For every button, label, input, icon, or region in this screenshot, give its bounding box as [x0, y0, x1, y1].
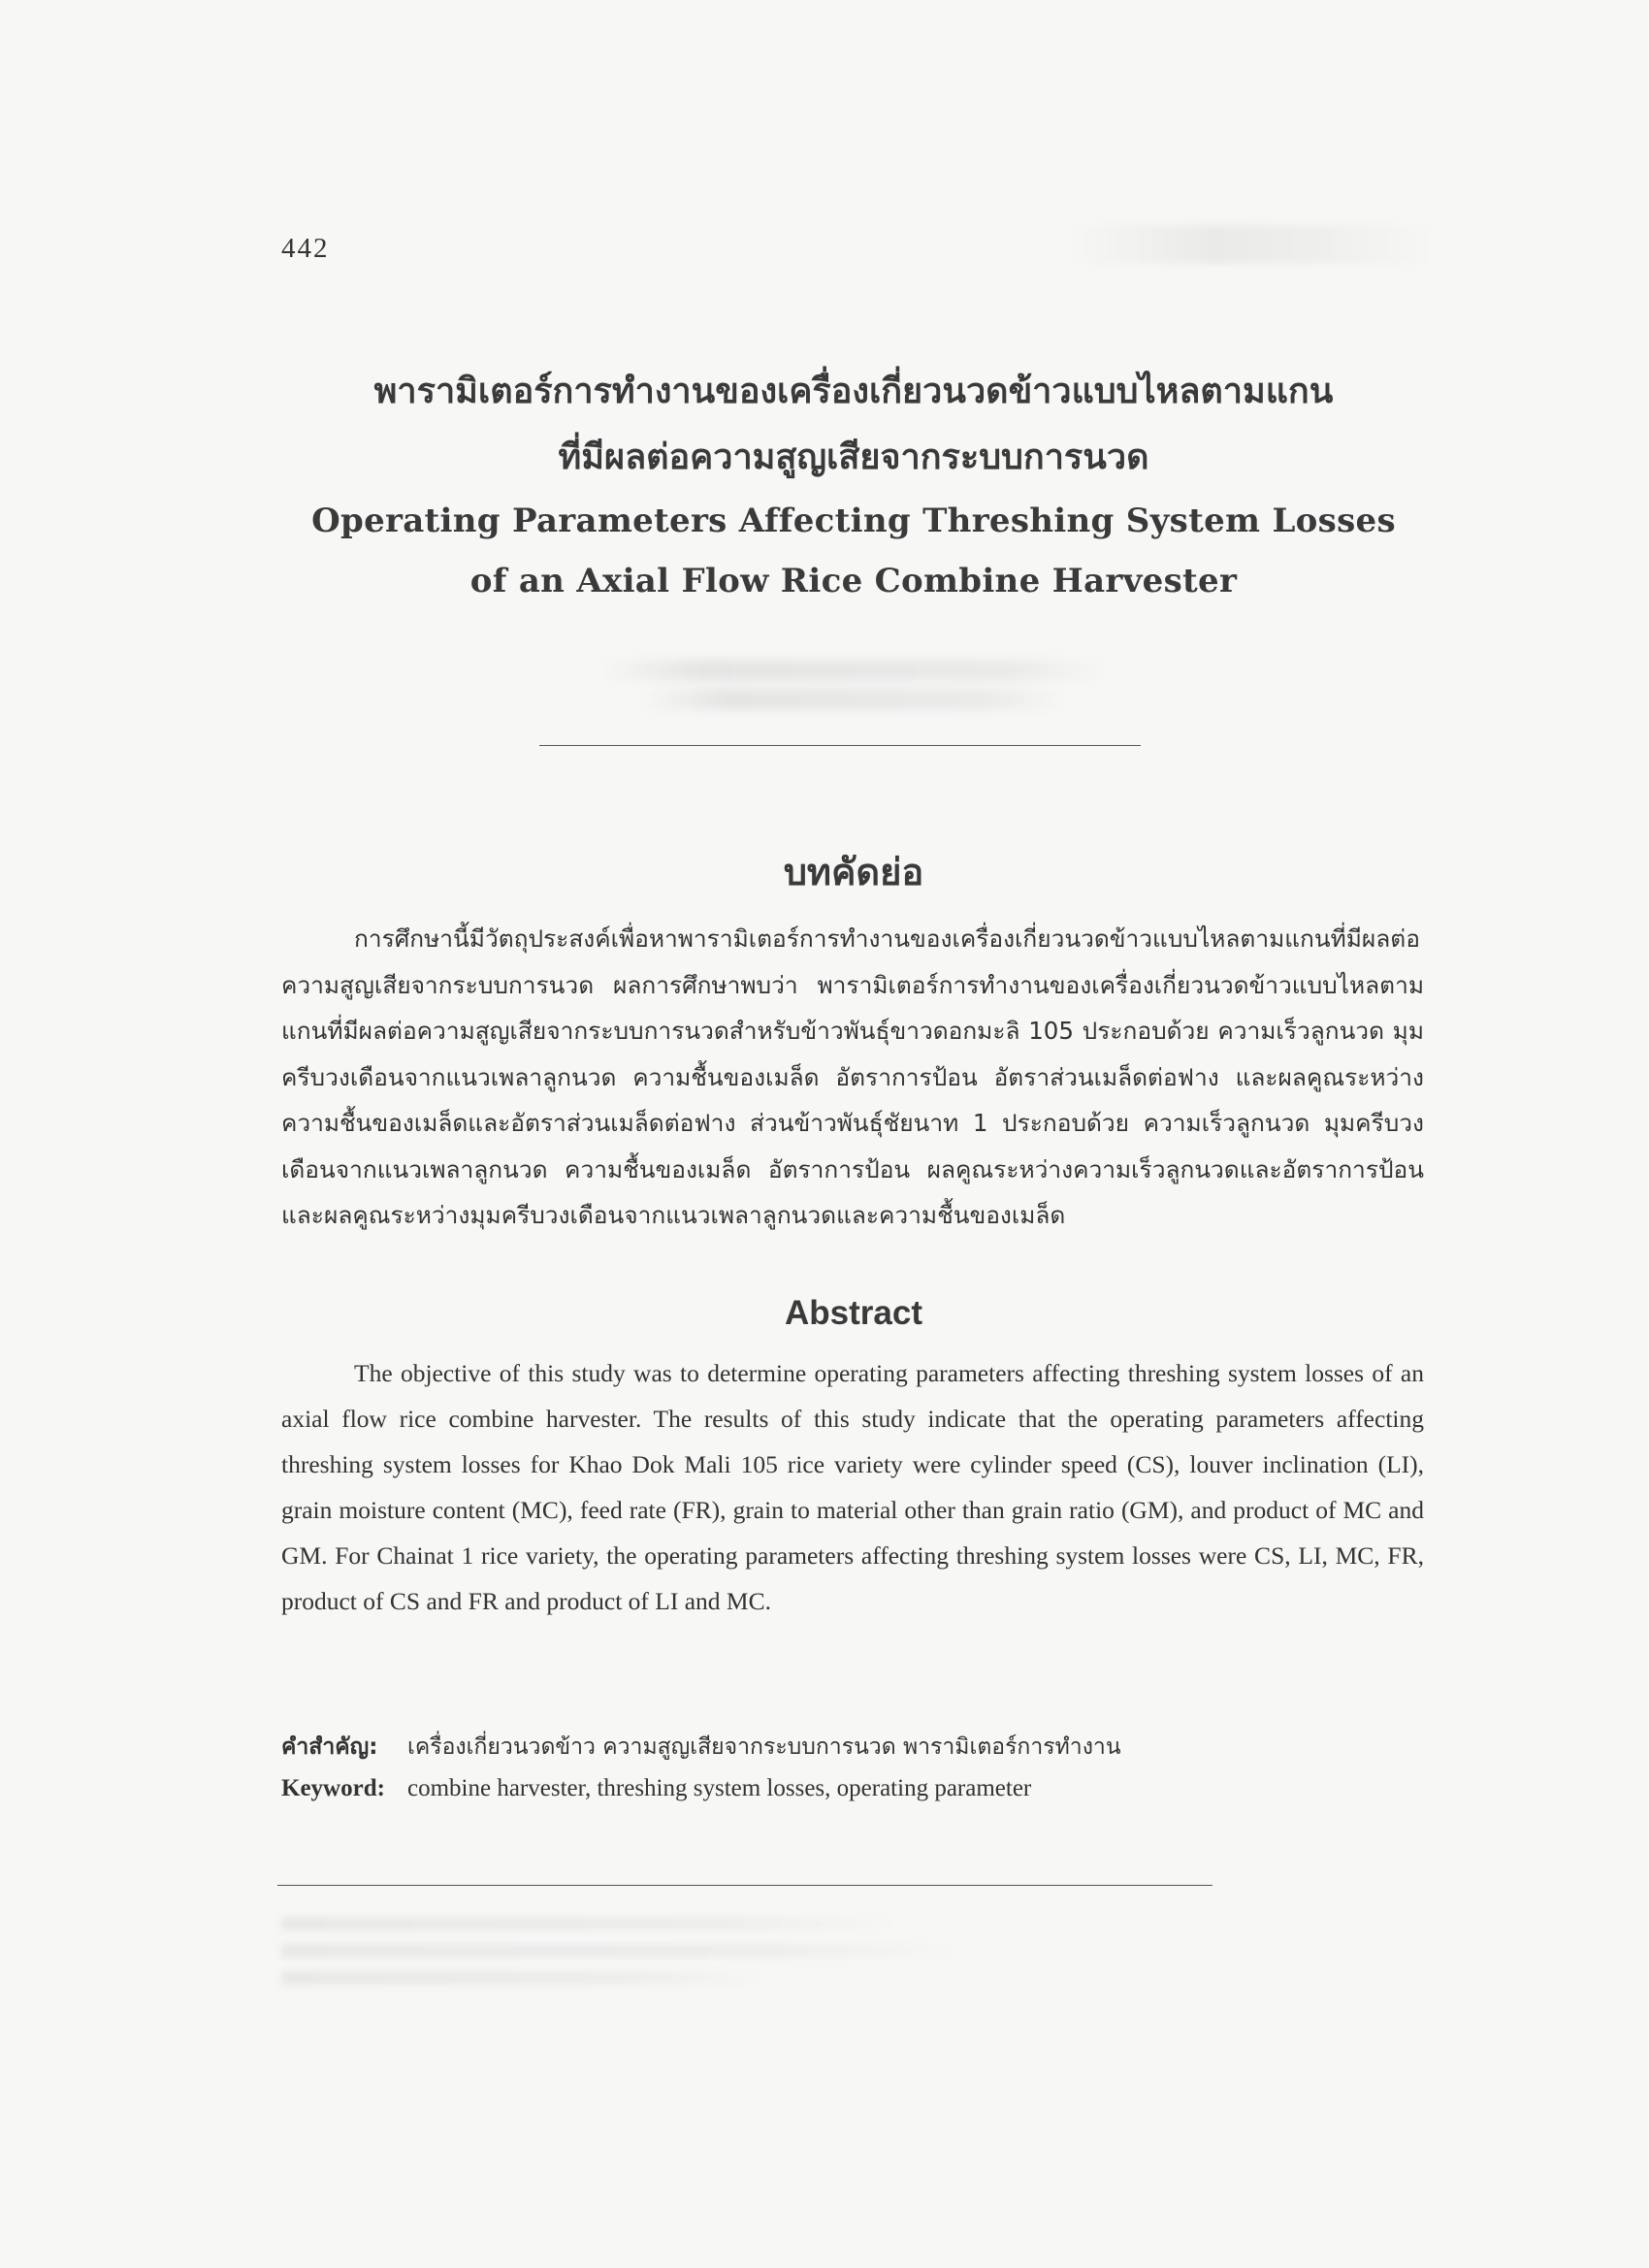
redacted-footnote-line	[281, 1944, 960, 1958]
author-divider	[539, 745, 1141, 746]
page-number: 442	[281, 233, 330, 264]
title-thai-line-2: ที่มีผลต่อความสูญเสียจากระบบการนวด	[558, 437, 1149, 477]
abstract-english-body: The objective of this study was to determine operating parameters affecting threshing system losses of an axial flow rice combine harvester. The results of this study indicate that the operating parameters affecting threshing system losses for Khao Dok Mali 105 rice variety were cylinder speed (CS), louver inclination (LI), grain moisture content (MC), feed rate (FR), grain to material other than grain ratio (GM), and product of MC and GM. For Chainat 1 rice variety, the operating parameters affecting threshing system losses were CS, LI, MC, FR, product of CS and FR and product of LI and MC.	[281, 1359, 1424, 1615]
redacted-author-line	[601, 660, 1106, 681]
abstract-thai-heading: บทคัดย่อ	[783, 851, 924, 893]
title-english-line-2: of an Axial Flow Rice Combine Harvester	[469, 562, 1238, 600]
keywords-english-label: Keyword:	[281, 1775, 385, 1801]
redacted-running-header	[1067, 225, 1436, 264]
abstract-thai-body: การศึกษานี้มีวัตถุประสงค์เพื่อหาพารามิเตอร์การทำงานของเครื่องเกี่ยวนวดข้าวแบบไหลตามแกนที่มีผลต่อความสูญเสียจากระบบการนวด ผลการศึกษาพบว่า พารามิเตอร์การทำงานของเครื่องเกี่ยวนวดข้าวแบบไหลตามแกนที่มีผลต่อความสูญเสียจากระบบการนวดสำหรับข้าวพันธุ์ขาวดอกมะลิ 105 ประกอบด้วย ความเร็วลูกนวด มุมครีบวงเดือนจากแนวเพลาลูกนวด ความชื้นของเมล็ด อัตราการป้อน อัตราส่วนเมล็ดต่อฟาง และผลคูณระหว่างความชื้นของเมล็ดและอัตราส่วนเมล็ดต่อฟาง ส่วนข้าวพันธุ์ชัยนาท 1 ประกอบด้วย ความเร็วลูกนวด มุมครีบวงเดือนจากแนวเพลาลูกนวด ความชื้นของเมล็ด อัตราการป้อน ผลคูณระหว่างความเร็วลูกนวดและอัตราการป้อน และผลคูณระหว่างมุมครีบวงเดือนจากแนวเพลาลูกนวดและความชื้นของเมล็ด	[281, 924, 1424, 1229]
title-english-line-1: Operating Parameters Affecting Threshing System Losses	[311, 502, 1396, 540]
redacted-author-line	[640, 689, 1067, 710]
redacted-footnotes	[281, 1903, 980, 1998]
footnote-divider	[277, 1885, 1212, 1886]
keywords-thai	[281, 1730, 1121, 1765]
keywords-english	[281, 1775, 1031, 1802]
abstract-english-heading: Abstract	[785, 1294, 922, 1332]
keywords-thai-label: คำสำคัญ:	[281, 1734, 378, 1760]
redacted-footnote-line	[281, 1917, 902, 1930]
redacted-footnote-line	[281, 1971, 766, 1985]
keywords-english-terms: combine harvester, threshing system losses, operating parameter	[407, 1775, 1032, 1801]
keywords-thai-terms: เครื่องเกี่ยวนวดข้าว ความสูญเสียจากระบบการนวด พารามิเตอร์การทำงาน	[407, 1734, 1121, 1760]
title-thai-line-1: พารามิเตอร์การทำงานของเครื่องเกี่ยวนวดข้าวแบบไหลตามแกน	[373, 372, 1334, 411]
redacted-authors	[601, 652, 1106, 720]
title-block	[0, 359, 1649, 611]
